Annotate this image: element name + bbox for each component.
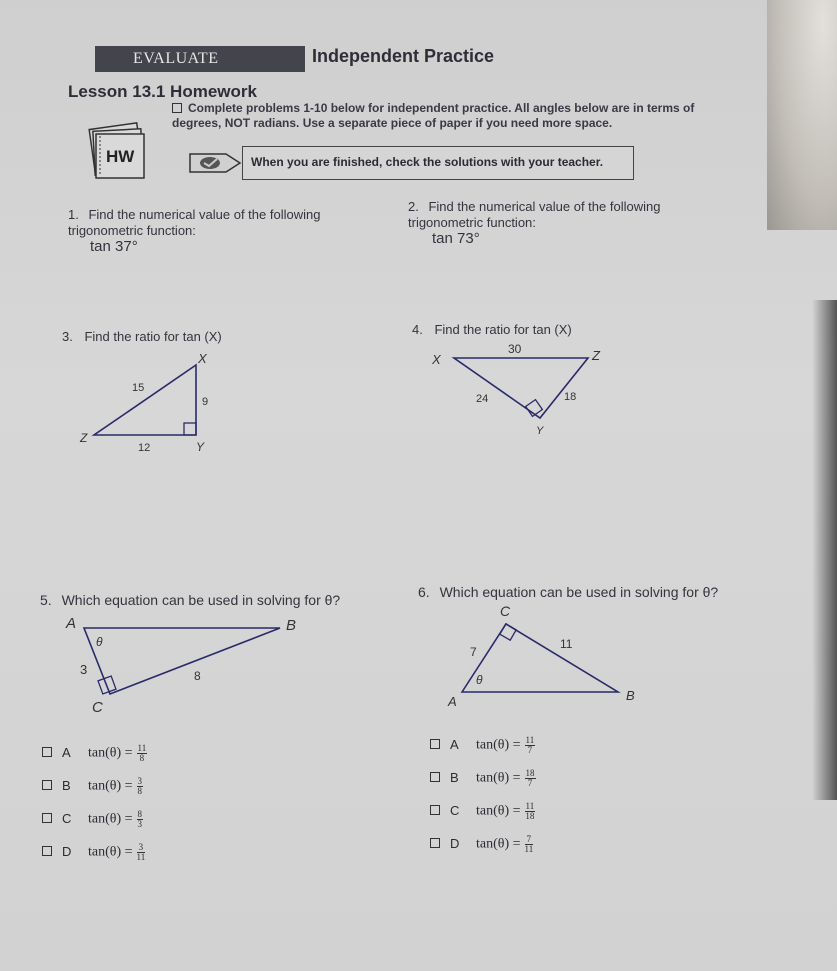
choice-checkbox[interactable] xyxy=(430,739,440,749)
choice-checkbox[interactable] xyxy=(42,813,52,823)
tri5-base: 8 xyxy=(194,669,201,683)
problem-5-text: Which equation can be used in solving for θ? xyxy=(61,592,341,608)
choice-numerator: 3 xyxy=(137,776,143,786)
tri4-top: 30 xyxy=(508,342,522,356)
choice-letter: C xyxy=(62,810,72,826)
choice-expression: tan(θ) = xyxy=(476,737,521,753)
choice-numerator: 18 xyxy=(525,768,535,778)
choice-letter: A xyxy=(450,736,459,752)
choice-numerator: 7 xyxy=(525,835,534,845)
choice-letter: B xyxy=(450,769,459,785)
problem-5-choice-a[interactable] xyxy=(42,744,147,777)
problem-2-number: 2. xyxy=(408,199,419,214)
problem-6 xyxy=(418,584,718,600)
choice-letter: D xyxy=(450,835,460,851)
choice-denominator: 8 xyxy=(137,786,143,796)
problem-4-text: Find the ratio for tan (X) xyxy=(434,322,572,337)
tri5-b: B xyxy=(286,617,297,634)
choice-fraction xyxy=(137,810,144,829)
choice-numerator: 11 xyxy=(525,801,535,811)
tri5-c: C xyxy=(92,699,103,716)
instructions xyxy=(172,101,732,131)
problem-2-function: tan 73° xyxy=(432,230,480,247)
choice-letter: B xyxy=(62,777,71,793)
choice-letter: C xyxy=(450,802,460,818)
choice-fraction xyxy=(525,736,536,755)
problem-6-choice-a[interactable] xyxy=(430,736,536,769)
problem-5-number: 5. xyxy=(40,592,52,608)
choice-fraction xyxy=(137,843,146,862)
tri5-side: 3 xyxy=(80,662,88,677)
choice-letter: D xyxy=(62,843,72,859)
check-solutions-note: When you are finished, check the solutions with your teacher. xyxy=(242,146,634,180)
triangle-6-diagram xyxy=(440,600,650,715)
choice-checkbox[interactable] xyxy=(430,772,440,782)
triangle-3-diagram xyxy=(70,345,250,460)
choice-denominator: 8 xyxy=(139,753,145,763)
instructions-checkbox[interactable] xyxy=(172,103,182,113)
problem-1-text: Find the numerical value of the following trigonometric function: xyxy=(68,207,321,238)
choice-checkbox[interactable] xyxy=(42,846,52,856)
choice-fraction xyxy=(525,802,536,821)
tri3-hyp: 15 xyxy=(132,382,145,394)
tri4-x: X xyxy=(432,352,441,367)
choice-fraction xyxy=(137,744,148,763)
choice-checkbox[interactable] xyxy=(42,747,52,757)
problem-6-number: 6. xyxy=(418,584,430,600)
triangle-4-diagram xyxy=(420,338,620,443)
problem-5-choice-b[interactable] xyxy=(42,777,147,810)
evaluate-banner: EVALUATE xyxy=(95,46,305,72)
choice-expression: tan(θ) = xyxy=(476,803,521,819)
choice-expression: tan(θ) = xyxy=(88,811,133,827)
tri3-base: 12 xyxy=(138,442,151,454)
choice-checkbox[interactable] xyxy=(430,838,440,848)
choice-denominator: 11 xyxy=(524,844,534,854)
choice-fraction xyxy=(525,835,534,854)
choice-denominator: 3 xyxy=(137,819,143,829)
choice-fraction xyxy=(525,769,536,788)
choice-fraction xyxy=(137,777,144,796)
hw-papers-icon xyxy=(84,122,154,189)
tri6-right: 11 xyxy=(560,637,573,651)
problem-5-choices xyxy=(42,744,147,876)
choice-checkbox[interactable] xyxy=(42,780,52,790)
tri6-b: B xyxy=(626,688,635,703)
tri3-z: Z xyxy=(80,431,88,445)
lesson-title: Lesson 13.1 Homework xyxy=(68,82,257,101)
problem-4-number: 4. xyxy=(412,322,423,337)
choice-checkbox[interactable] xyxy=(430,805,440,815)
tri6-theta: θ xyxy=(476,673,483,687)
tri5-theta: θ xyxy=(96,635,103,649)
problem-3-text: Find the ratio for tan (X) xyxy=(84,329,222,344)
problem-5 xyxy=(40,592,340,608)
problem-6-choice-d[interactable] xyxy=(430,835,536,868)
section-title: Independent Practice xyxy=(312,46,495,66)
tri4-left: 24 xyxy=(476,393,489,405)
choice-expression: tan(θ) = xyxy=(88,778,133,794)
arrow-check-icon xyxy=(188,150,244,181)
tri4-z: Z xyxy=(592,348,600,363)
instructions-text: Complete problems 1-10 below for independent practice. All angles below are in terms of degrees, NOT radians. Use a separate piece of paper if you need more space. xyxy=(172,101,695,130)
choice-numerator: 11 xyxy=(137,743,147,753)
tri3-x: X xyxy=(198,351,207,366)
problem-1 xyxy=(68,207,358,255)
tri4-y: Y xyxy=(536,425,544,437)
tri3-y: Y xyxy=(196,440,205,454)
problem-4 xyxy=(412,322,572,338)
problem-1-number: 1. xyxy=(68,207,79,222)
choice-denominator: 7 xyxy=(527,778,533,788)
problem-6-choices xyxy=(430,736,536,868)
tri4-right: 18 xyxy=(564,391,577,403)
problem-2-text: Find the numerical value of the following trigonometric function: xyxy=(408,199,661,230)
choice-expression: tan(θ) = xyxy=(88,844,133,860)
tri6-left: 7 xyxy=(470,645,477,659)
tri6-a: A xyxy=(448,694,457,709)
choice-numerator: 8 xyxy=(137,809,143,819)
choice-denominator: 18 xyxy=(525,811,535,821)
problem-6-choice-b[interactable] xyxy=(430,769,536,802)
tri6-c: C xyxy=(500,603,511,619)
problem-2 xyxy=(408,199,688,247)
problem-5-choice-c[interactable] xyxy=(42,810,147,843)
choice-denominator: 7 xyxy=(527,745,533,755)
choice-expression: tan(θ) = xyxy=(476,770,521,786)
triangle-5-diagram xyxy=(56,612,316,727)
problem-3-number: 3. xyxy=(62,329,73,344)
problem-3 xyxy=(62,329,222,345)
tri3-side: 9 xyxy=(202,396,209,408)
problem-5-choice-d[interactable] xyxy=(42,843,147,876)
problem-1-function: tan 37° xyxy=(90,238,138,255)
choice-numerator: 3 xyxy=(137,843,146,853)
choice-expression: tan(θ) = xyxy=(88,745,133,761)
hw-label: HW xyxy=(106,147,135,166)
choice-expression: tan(θ) = xyxy=(476,836,521,852)
tri5-a: A xyxy=(66,615,77,632)
choice-numerator: 11 xyxy=(525,735,535,745)
choice-denominator: 11 xyxy=(136,852,146,862)
problem-6-choice-c[interactable] xyxy=(430,802,536,835)
problem-6-text: Which equation can be used in solving for θ? xyxy=(439,584,719,600)
choice-letter: A xyxy=(62,744,71,760)
